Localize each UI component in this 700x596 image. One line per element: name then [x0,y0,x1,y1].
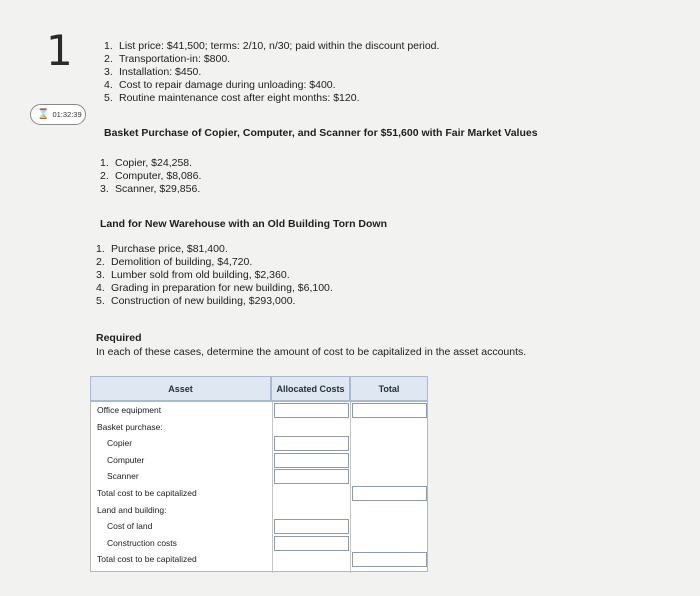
list-item [104,92,439,105]
list-item-text: Scanner, $29,856. [115,183,201,195]
allocated-cost-input[interactable] [274,403,349,418]
allocated-cost-input[interactable] [274,436,349,451]
header-total [350,376,428,401]
list-item [96,282,333,295]
list-item [100,157,201,170]
list-item-number: 3. [100,183,109,195]
list-item-text: Construction of new building, $293,000. [111,295,296,307]
table-row-label: Construction costs [107,537,177,548]
column-divider [272,402,273,573]
table-row-label: Computer [107,454,145,465]
table-row-label: Total cost to be capitalized [97,554,197,565]
table-row-label: Basket purchase: [97,421,163,432]
list-item-text: Transportation-in: $800. [119,53,231,65]
table-row-label: Total cost to be capitalized [97,488,197,498]
list-item [96,295,333,308]
list-item [96,269,333,282]
list-item-number: 3. [104,66,113,78]
list-item-text: Cost to repair damage during unloading: $400. [119,79,336,91]
list-item [104,66,439,79]
allocated-cost-input[interactable] [274,469,349,484]
list-item-text: Grading in preparation for new building, $6,100. [111,282,333,294]
question-number: 1 [46,26,73,75]
header-allocated-label: Allocated Costs [276,384,345,394]
list-item [96,256,333,269]
list-item-text: Purchase price, $81,400. [111,243,228,255]
list-item-number: 2. [96,256,105,268]
header-asset-label: Asset [168,384,193,394]
list-item-number: 1. [104,40,113,52]
land-heading: Land for New Warehouse with an Old Building Torn Down [100,218,387,230]
list-item-number: 2. [104,53,113,65]
table-row-label: Cost of land [107,521,153,532]
list-item-text: Copier, $24,258. [115,157,193,169]
header-allocated-costs [271,376,350,401]
list-item-text: Computer, $8,086. [115,170,202,182]
land-costs-list [96,243,333,308]
timer-badge [30,104,86,125]
total-cost-input[interactable] [352,486,427,501]
list-item [96,243,333,256]
list-item-number: 4. [96,282,105,294]
table-row-label: Office equipment [97,405,162,415]
table-row-label: Land and building: [97,504,167,515]
basket-values-list [100,157,201,196]
list-item [100,170,201,183]
list-item-text: Installation: $450. [119,66,202,78]
list-item-number: 1. [96,243,105,255]
list-item [104,53,439,66]
list-item [104,40,439,53]
total-cost-input[interactable] [352,552,427,567]
required-text: In each of these cases, determine the amount of cost to be capitalized in the asset accounts. [96,346,527,358]
list-item-text: Demolition of building, $4,720. [111,256,253,268]
allocated-cost-input[interactable] [274,453,349,468]
column-divider [350,402,351,573]
table-row-label: Scanner [107,471,139,482]
list-item-text: Lumber sold from old building, $2,360. [111,269,290,281]
timer-text: 01:32:39 [52,110,82,119]
list-item-number: 2. [100,170,109,182]
allocated-cost-input[interactable] [274,536,349,551]
hourglass-icon: ⌛ [37,109,50,120]
required-title: Required [96,332,142,344]
table-body [90,401,428,572]
list-item-text: List price: $41,500; terms: 2/10, n/30; paid within the discount period. [119,40,440,52]
list-item-text: Routine maintenance cost after eight months: $120. [119,92,360,104]
basket-purchase-heading: Basket Purchase of Copier, Computer, and Scanner for $51,600 with Fair Market Values [104,127,538,139]
list-item [100,183,201,196]
list-item-number: 4. [104,79,113,91]
total-cost-input[interactable] [352,403,427,418]
purchase-details-list [104,40,439,105]
list-item [104,79,439,92]
allocated-cost-input[interactable] [274,519,349,534]
header-total-label: Total [378,384,400,394]
list-item-number: 5. [104,92,113,104]
list-item-number: 5. [96,295,105,307]
list-item-number: 1. [100,157,109,169]
header-asset [90,376,271,401]
list-item-number: 3. [96,269,105,281]
table-row-label: Copier [107,438,133,449]
capitalized-cost-table [90,376,428,572]
